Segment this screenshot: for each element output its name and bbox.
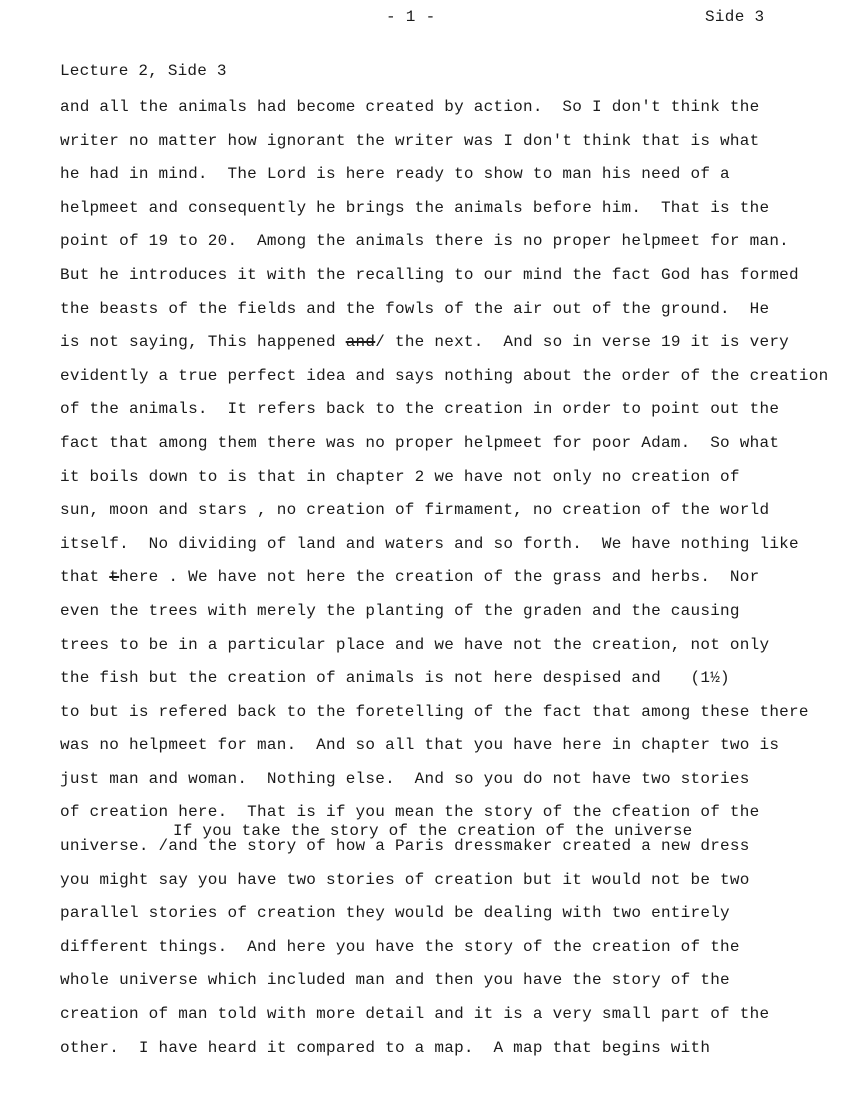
text-line: of creation here. That is if you mean the story of the cfeation of the (60, 803, 760, 822)
text-line: different things. And here you have the story of the creation of the (60, 937, 740, 956)
text-line-verse19 (60, 332, 850, 366)
text-line: creation of man told with more detail and it is a very small part of the (60, 1005, 770, 1024)
text-line: other. I have heard it compared to a map. A map that begins with (60, 1038, 711, 1057)
text-line: and all the animals had become created by action. So I don't think the (60, 98, 760, 116)
text-line: writer no matter how ignorant the writer was I don't think that is what (60, 131, 760, 150)
interlinear-insertion: If you take the story of the creation of the universe (173, 822, 693, 840)
text-segment: here . We have not here the creation of the grass and herbs. Nor (119, 568, 760, 587)
text-line: But he introduces it with the recalling to our mind the fact God has formed (60, 265, 799, 284)
text-line: whole universe which included man and then you have the story of the (60, 971, 730, 990)
text-line: fact that among them there was no proper helpmeet for poor Adam. So what (60, 433, 780, 452)
page-number: - 1 - (386, 8, 436, 26)
text-line: it boils down to is that in chapter 2 we have not only no creation of (60, 467, 740, 486)
text-segment: / the next. And so in verse 19 it is very (375, 333, 790, 352)
struck-out-text: t (109, 568, 120, 587)
lecture-heading: Lecture 2, Side 3 (60, 62, 227, 80)
text-line: point of 19 to 20. Among the animals there is no proper helpmeet for man. (60, 232, 790, 251)
text-line: the fish but the creation of animals is not here despised and (1½) (60, 669, 730, 688)
text-line: trees to be in a particular place and we have not the creation, not only (60, 635, 770, 654)
side-label: Side 3 (705, 8, 765, 26)
text-line: the beasts of the fields and the fowls of the air out of the ground. He (60, 299, 770, 318)
text-line: helpmeet and consequently he brings the animals before him. That is the (60, 198, 770, 217)
text-line: was no helpmeet for man. And so all that you have here in chapter two is (60, 736, 780, 755)
text-line: he had in mind. The Lord is here ready to show to man his need of a (60, 165, 730, 184)
text-line: just man and woman. Nothing else. And so you do not have two stories (60, 769, 750, 788)
struck-out-text: and (345, 333, 376, 352)
text-segment: that (60, 568, 110, 587)
body-text (60, 97, 850, 1071)
text-line: evidently a true perfect idea and says nothing about the order of the creation (60, 366, 829, 385)
text-line: you might say you have two stories of creation but it would not be two (60, 870, 750, 889)
text-line: universe. /and the story of how a Paris dressmaker created a new dress (60, 837, 750, 856)
text-line: of the animals. It refers back to the creation in order to point out the (60, 400, 780, 419)
text-line: to but is refered back to the foretelling of the fact that among these there (60, 702, 809, 721)
text-line: parallel stories of creation they would be dealing with two entirely (60, 904, 730, 923)
text-line: itself. No dividing of land and waters and so forth. We have nothing like (60, 534, 799, 553)
text-line-there (60, 567, 850, 601)
text-line: sun, moon and stars , no creation of firmament, no creation of the world (60, 501, 770, 520)
text-line: even the trees with merely the planting of the graden and the causing (60, 601, 740, 620)
text-segment: is not saying, This happened (60, 333, 346, 352)
